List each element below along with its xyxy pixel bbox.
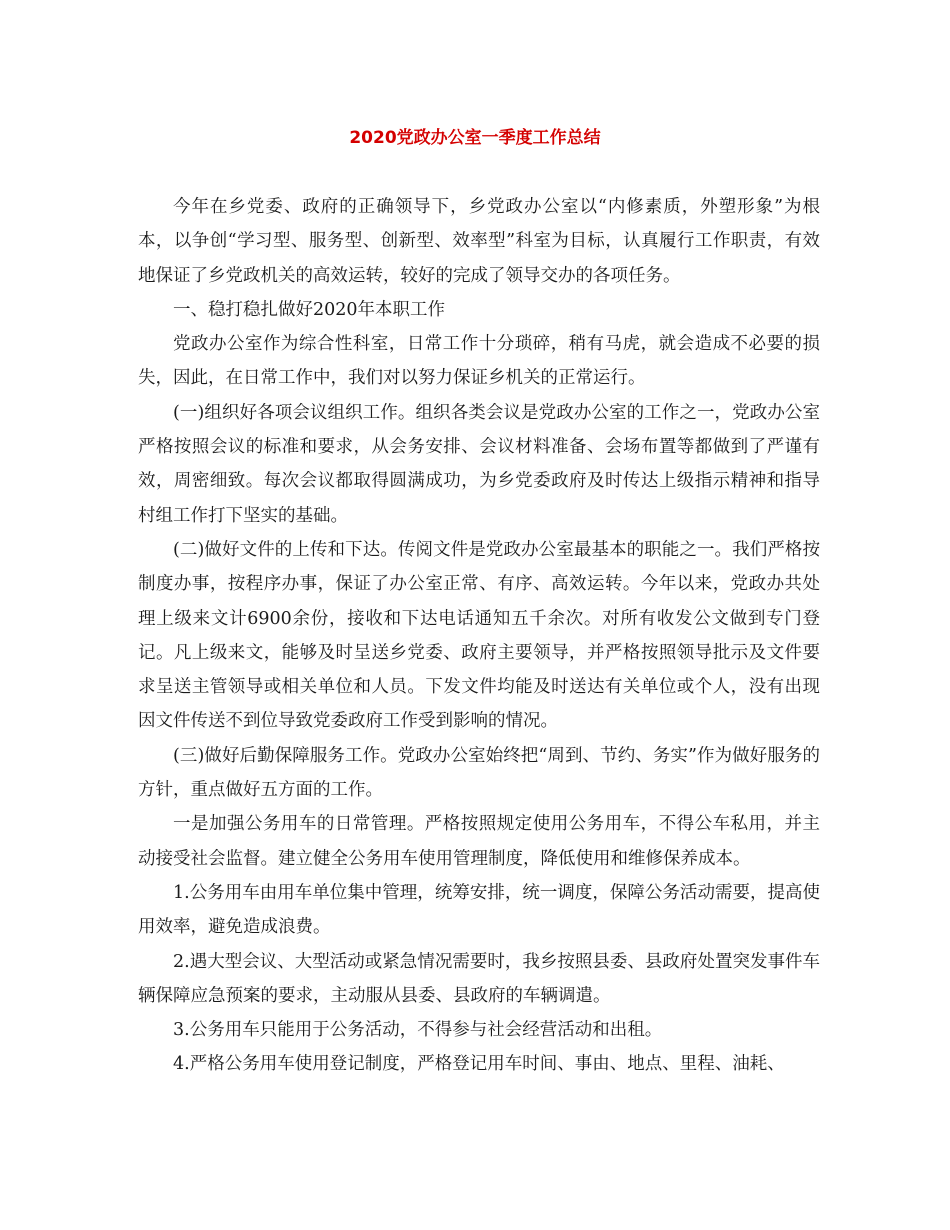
section-heading-1: 一、稳打稳扎做好2020年本职工作 (173, 299, 446, 320)
paragraph-documents: (二)做好文件的上传和下达。传阅文件是党政办公室最基本的职能之一。我们严格按制度办事，按程序办事，保证了办公室正常、有序、高效运转。今年以来，党政办共处理上级来文计6900余份，接收和下达电话通知五千余次。对所有收发公文做到专门登记。凡上级来文，能够及时呈送乡党委、政府主要领导，并严格按照领导批示及文件要求呈送主管领导或相关单位和人员。下发文件均能及时送达有关单位或个人，没有出现因文件传送不到位导致党委政府工作受到影响的情况。 (138, 539, 820, 732)
list-item-1: 1.公务用车由用车单位集中管理，统筹安排，统一调度，保障公务活动需要，提高使用效率，避免造成浪费。 (138, 882, 820, 938)
list-item-4: 4.严格公务用车使用登记制度，严格登记用车时间、事由、地点、里程、油耗、 (173, 1054, 785, 1075)
list-item-2: 2.遇大型会议、大型活动或紧急情况需要时，我乡按照县委、县政府处置突发事件车辆保障应急预案的要求，主动服从县委、县政府的车辆调遣。 (138, 951, 820, 1006)
paragraph-intro: 今年在乡党委、政府的正确领导下，乡党政办公室以“内修素质，外塑形象”为根本，以争创“学习型、服务型、创新型、效率型”科室为目标，认真履行工作职责，有效地保证了乡党政机关的高效运转，较好的完成了领导交办的各项任务。 (138, 197, 820, 286)
list-item-3: 3.公务用车只能用于公务活动，不得参与社会经营活动和出租。 (173, 1020, 663, 1041)
paragraph-vehicles: 一是加强公务用车的日常管理。严格按照规定使用公务用车，不得公车私用，并主动接受社会监督。建立健全公务用车使用管理制度，降低使用和维修保养成本。 (138, 814, 820, 869)
document-body (138, 190, 820, 1082)
paragraph-logistics: (三)做好后勤保障服务工作。党政办公室始终把“周到、节约、务实”作为做好服务的方针，重点做好五方面的工作。 (138, 745, 820, 801)
document-title: 2020党政办公室一季度工作总结 (349, 128, 601, 148)
paragraph: 党政办公室作为综合性科室，日常工作十分琐碎，稍有马虎，就会造成不必要的损失，因此，在日常工作中，我们对以努力保证乡机关的正常运行。 (138, 334, 820, 389)
paragraph-meetings: (一)组织好各项会议组织工作。组织各类会议是党政办公室的工作之一，党政办公室严格按照会议的标准和要求，从会务安排、会议材料准备、会场布置等都做到了严谨有效，周密细致。每次会议都取得圆满成功，为乡党委政府及时传达上级指示精神和指导村组工作打下坚实的基础。 (138, 402, 820, 526)
